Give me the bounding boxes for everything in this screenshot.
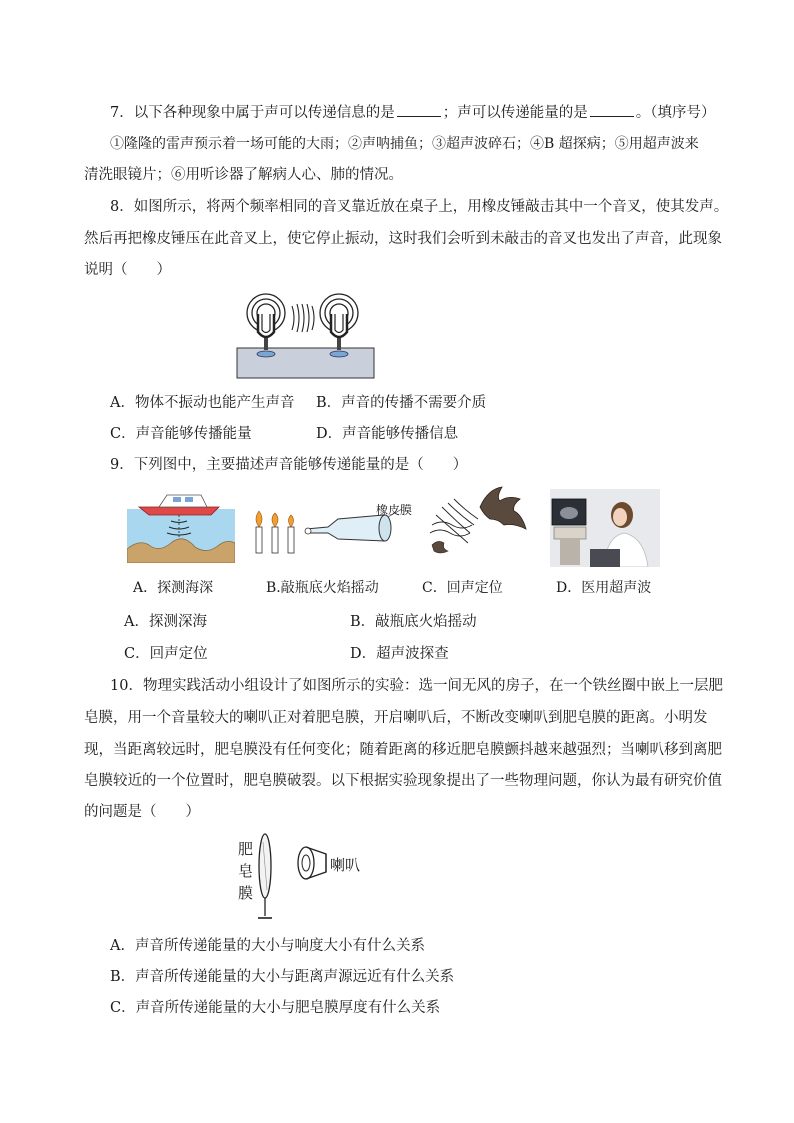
q10-line3: 现，当距离较远时，肥皂膜没有任何变化；随着距离的移近肥皂膜颤抖越来越强烈；当喇叭移到离肥 bbox=[84, 742, 722, 758]
q8-line2: 然后再把橡皮锤压在此音叉上，使它停止振动，这时我们会听到未敲击的音叉也发出了声音，此现象 bbox=[84, 231, 722, 247]
soap-film-label-3: 膜 bbox=[238, 884, 254, 902]
q10-option-a[interactable]: A．声音所传递能量的大小与响度大小有什么关系 bbox=[110, 938, 425, 954]
q7-text-b: ；声可以传递能量的是 bbox=[442, 105, 588, 121]
horn-label: 喇叭 bbox=[330, 856, 361, 874]
medical-ultrasound-figure bbox=[550, 489, 660, 567]
q9-option-a[interactable]: A．探测深海 bbox=[124, 614, 207, 630]
q10-option-c[interactable]: C．声音所传递能量的大小与肥皂膜厚度有什么关系 bbox=[110, 1000, 441, 1016]
bat-icon bbox=[432, 487, 526, 553]
q9-option-d[interactable]: D．超声波探查 bbox=[350, 646, 449, 662]
bat-echolocation-figure bbox=[422, 485, 530, 561]
q7-line3: 清洗眼镜片；⑥用听诊器了解病人心、肺的情况。 bbox=[84, 167, 403, 183]
q8-option-a[interactable]: A．物体不振动也能产生声音 bbox=[110, 395, 295, 411]
ship-sonar-figure bbox=[127, 487, 235, 563]
q7-text-c: 。（填序号） bbox=[635, 105, 716, 121]
q7-blank-info[interactable] bbox=[397, 102, 441, 117]
horn-speaker-icon bbox=[298, 847, 326, 879]
q9-fig-caption-d: D．医用超声波 bbox=[556, 580, 652, 596]
q9-option-c[interactable]: C．回声定位 bbox=[124, 646, 208, 662]
q8-option-c[interactable]: C．声音能够传播能量 bbox=[110, 426, 252, 442]
tuning-fork-figure bbox=[236, 288, 376, 380]
q9-stem: 9．下列图中，主要描述声音能够传递能量的是（ ） bbox=[110, 457, 468, 473]
soap-film-ring-icon bbox=[258, 834, 272, 918]
q8-line3: 说明（ ） bbox=[84, 262, 171, 278]
q9-fig-caption-c: C．回声定位 bbox=[422, 580, 503, 596]
q7-line1 bbox=[110, 102, 715, 123]
soap-film-horn-figure bbox=[254, 830, 338, 924]
q9-fig-caption-b: B.敲瓶底火焰摇动 bbox=[266, 580, 379, 596]
q7-text-a: 7．以下各种现象中属于声可以传递信息的是 bbox=[110, 105, 395, 121]
q10-line1: 10．物理实践活动小组设计了如图所示的实验：选一间无风的房子，在一个铁丝圈中嵌上一层肥 bbox=[110, 678, 723, 694]
q7-blank-energy[interactable] bbox=[590, 102, 634, 117]
rubber-membrane-label: 橡皮膜 bbox=[376, 503, 413, 517]
candle-icon bbox=[256, 511, 294, 553]
q10-line2: 皂膜，用一个音量较大的喇叭正对着肥皂膜，开启喇叭后，不断改变喇叭到肥皂膜的距离。小明发 bbox=[84, 710, 708, 726]
q8-option-d[interactable]: D．声音能够传播信息 bbox=[316, 426, 459, 442]
q7-line2: ①隆隆的雷声预示着一场可能的大雨；②声呐捕鱼；③超声波碎石；④B 超探病；⑤用超声波来 bbox=[110, 136, 699, 152]
soap-film-label-2: 皂 bbox=[238, 862, 254, 880]
q8-option-b[interactable]: B．声音的传播不需要介质 bbox=[316, 395, 487, 411]
soap-film-label-1: 肥 bbox=[238, 840, 254, 858]
bottle-icon bbox=[305, 515, 391, 541]
q9-option-b[interactable]: B．敲瓶底火焰摇动 bbox=[350, 614, 477, 630]
q8-line1: 8．如图所示，将两个频率相同的音叉靠近放在桌子上，用橡皮锤敲击其中一个音叉，使其发声。 bbox=[110, 199, 729, 215]
q10-line5: 的问题是（ ） bbox=[84, 804, 200, 820]
q10-option-b[interactable]: B．声音所传递能量的大小与距离声源远近有什么关系 bbox=[110, 969, 455, 985]
q10-line4: 皂膜较近的一个位置时，肥皂膜破裂。以下根据实验现象提出了一些物理问题，你认为最有研究价值 bbox=[84, 773, 722, 789]
q9-fig-caption-a: A．探测海深 bbox=[133, 580, 214, 596]
